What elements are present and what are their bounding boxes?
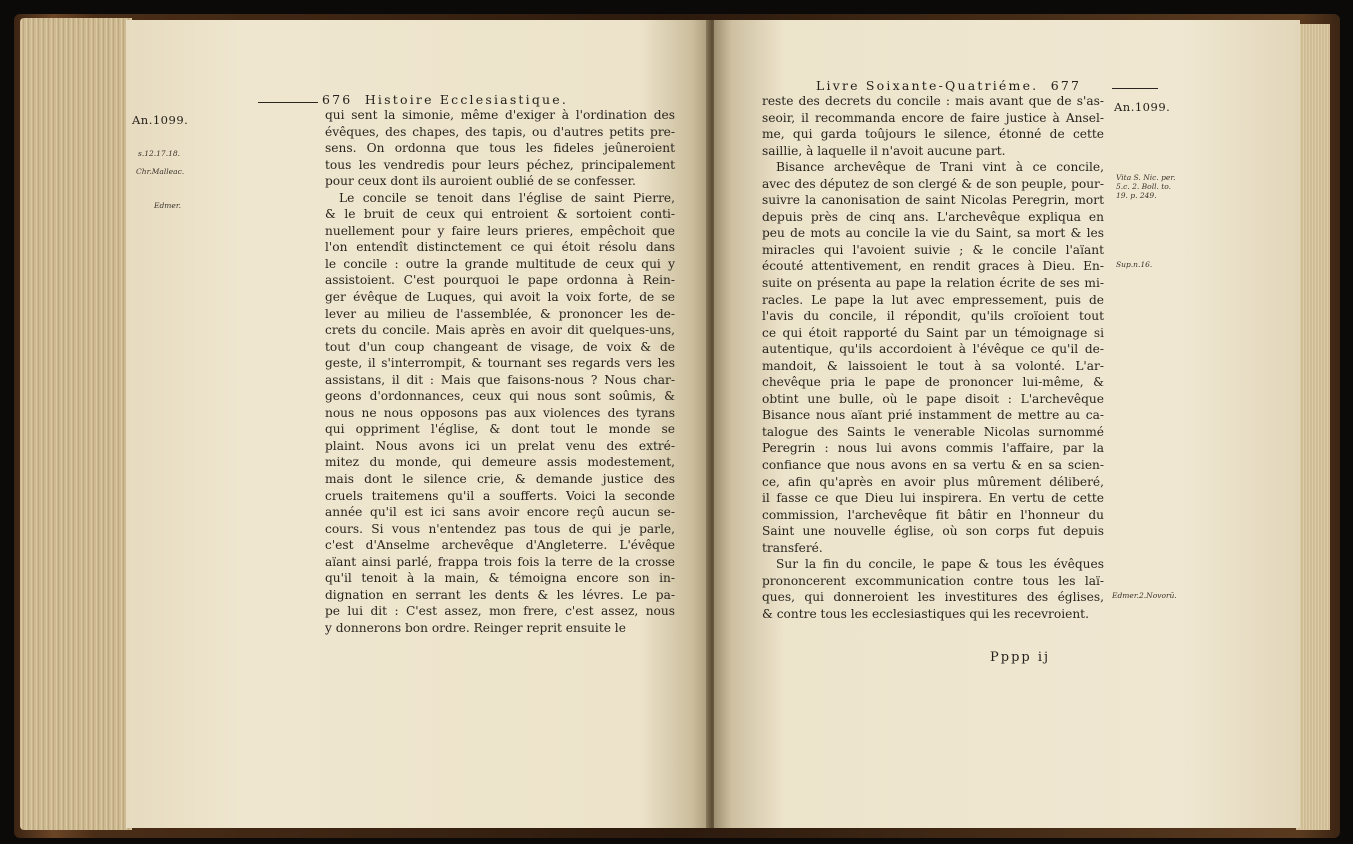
text-line: évêques, des chapes, des tapis, ou d'autres petits pre-	[325, 124, 675, 139]
text-line: peu de mots au concile la vie du Saint, sa mort & les	[762, 226, 1104, 241]
text-line: & le bruit de ceux qui entroient & sortoient conti-	[325, 207, 675, 222]
text-line: écouté attentivement, en rendit graces à Dieu. En-	[762, 259, 1104, 274]
text-line: talogue des Saints le venerable Nicolas surnommé	[762, 424, 1104, 439]
right-running-title: Livre Soixante-Quatriéme.	[816, 78, 1039, 93]
left-margin-note: Chr.Malleac.	[136, 167, 185, 176]
text-line: assistoient. C'est pourquoi le pape ordonna à Rein-	[325, 273, 675, 288]
text-line: mais dont le silence crie, & demande justice des	[325, 472, 675, 487]
text-line: plaint. Nous avons ici un prelat venu des extré-	[325, 438, 675, 453]
right-margin-year: An.1099.	[1114, 100, 1171, 114]
right-page-number: 677	[1050, 78, 1082, 93]
left-margin-note: Edmer.	[154, 201, 181, 210]
text-line: ce, afin qu'après en avoir plus mûrement déliberé,	[762, 474, 1104, 489]
text-line: & contre tous les ecclesiastiques qui les recevroient.	[762, 606, 1089, 621]
text-line: saillie, à laquelle il n'avoit aucune part.	[762, 143, 1006, 158]
signature-mark: Pppp ij	[990, 650, 1051, 665]
text-line: nuellement pour y faire leurs prieres, empêchoit que	[325, 223, 675, 238]
text-line: sens. On ordonna que tous les fideles jeûneroient	[325, 141, 675, 156]
right-body-text	[762, 93, 1104, 623]
text-line: y donnerons bon ordre. Reinger reprit ensuite le	[325, 620, 626, 635]
text-line: qu'il tenoit à la main, & témoigna encore son in-	[325, 571, 675, 586]
left-page-number: 676	[322, 92, 353, 107]
left-running-title: Histoire Ecclesiastique.	[364, 92, 569, 107]
text-line: Le concile se tenoit dans l'église de saint Pierre,	[339, 190, 675, 205]
left-page	[126, 20, 710, 828]
text-line: nous ne nous opposons pas aux violences des tyrans	[325, 405, 675, 420]
text-line: ce qui étoit rapporté du Saint par un témoignage si	[762, 325, 1104, 340]
page-edges-left	[20, 18, 132, 830]
text-line: prononcerent excommunication contre tous les laï-	[762, 573, 1104, 588]
text-line: seoir, il recommanda encore de faire justice à Ansel-	[762, 110, 1104, 125]
text-line: l'on entendît distinctement ce qui étoit résolu dans	[325, 240, 675, 255]
text-line: ques, qui donneroient les investitures des églises,	[762, 590, 1104, 605]
text-line: aïant ainsi parlé, frappa trois fois la terre de la crosse	[325, 554, 675, 569]
right-running-head	[816, 78, 1081, 93]
text-line: suite on présenta au pape la relation écrite de ses mi-	[762, 276, 1104, 291]
right-margin-note: Sup.n.16.	[1116, 260, 1153, 269]
text-line: depuis près de cinq ans. L'archevêque expliqua en	[762, 209, 1104, 224]
text-line: c'est d'Anselme archevêque d'Angleterre. L'évêque	[325, 538, 675, 553]
text-line: geons d'ordonnances, ceux qui nous sont soûmis, &	[325, 389, 675, 404]
text-line: qui sent la simonie, même d'exiger à l'ordination des	[325, 108, 675, 122]
text-line: transferé.	[762, 540, 823, 555]
text-line: Bisance archevêque de Trani vint à ce concile,	[776, 160, 1104, 175]
text-line: racles. Le pape la lut avec empressement, puis de	[762, 292, 1104, 307]
text-line: tous les vendredis pour leurs péchez, principalement	[325, 157, 675, 172]
text-line: Bisance nous aïant prié instamment de mettre au ca-	[762, 408, 1104, 423]
text-line: dignation en serrant les dents & les lévres. Le pa-	[325, 587, 675, 602]
left-margin-note: s.12.17.18.	[138, 149, 181, 158]
text-line: pe lui dit : C'est assez, mon frere, c'est assez, nous	[325, 604, 675, 619]
text-line: autentique, qu'ils accordoient à l'évêque ce qu'il de-	[762, 342, 1104, 357]
text-line: confiance que nous avons en sa vertu & en sa scien-	[762, 458, 1104, 473]
text-line: tout d'un coup changeant de visage, de voix & de	[325, 339, 675, 354]
text-line: qui oppriment l'église, & dont tout le monde se	[325, 422, 675, 437]
text-line: le concile : outre la grande multitude de ceux qui y	[325, 256, 675, 271]
text-line: commission, l'archevêque fit bâtir en l'honneur du	[762, 507, 1104, 522]
right-page	[714, 20, 1300, 828]
text-line: Saint une nouvelle église, où son corps fut depuis	[762, 524, 1104, 539]
header-rule-left	[258, 102, 318, 103]
text-line: ger évêque de Luques, qui avoit la voix forte, de se	[325, 290, 675, 305]
text-line: mandoit, & laissoient le tout à sa volonté. L'ar-	[762, 358, 1104, 373]
text-line: Sur la fin du concile, le pape & tous les évêques	[776, 557, 1104, 572]
left-margin-year: An.1099.	[132, 113, 189, 127]
text-line: cruels traitemens qu'il a soufferts. Voici la seconde	[325, 488, 675, 503]
text-line: l'avis du concile, il répondit, qu'ils croïoient tout	[762, 309, 1104, 324]
text-line: miracles qui l'avoient suivie ; & le concile l'aïant	[762, 242, 1104, 257]
right-margin-note: Vita S. Nic. per.	[1116, 173, 1176, 182]
text-line: lever au milieu de l'assemblée, & prononcer les de-	[325, 306, 675, 321]
right-margin-note: Edmer.2.Novorū.	[1112, 591, 1177, 600]
text-line: geste, il s'interrompit, & tournant ses regards vers les	[325, 356, 675, 371]
text-line: mitez du monde, qui demeure assis modestement,	[325, 455, 675, 470]
text-line: année qu'il est ici sans avoir encore reçû aucun se-	[325, 505, 675, 520]
text-line: chevêque pria le pape de prononcer lui-même, &	[762, 375, 1104, 390]
right-margin-note: 5.c. 2. Boll. to.	[1116, 182, 1172, 191]
text-line: suivre la canonisation de saint Nicolas Peregrin, mort	[762, 193, 1104, 208]
text-line: assistans, il dit : Mais que faisons-nous ? Nous char-	[325, 372, 675, 387]
text-line: Peregrin : nous lui avons commis l'affaire, par la	[762, 441, 1104, 456]
page-edges-right	[1296, 24, 1330, 830]
text-line: obtint une bulle, où le pape disoit : L'archevêque	[762, 391, 1104, 406]
left-running-head	[322, 92, 568, 107]
left-body-text	[325, 107, 675, 637]
text-line: me, qui garda toûjours le silence, étonné de cette	[762, 127, 1104, 142]
text-line: crets du concile. Mais après en avoir dit quelques-uns,	[325, 323, 675, 338]
text-line: il fasse ce que Dieu lui inspirera. En vertu de cette	[762, 491, 1104, 506]
text-line: pour ceux dont ils auroient oublié de se confesser.	[325, 174, 636, 189]
text-line: cours. Si vous n'entendez pas tous de qui je parle,	[325, 521, 675, 536]
header-rule-right	[1112, 88, 1158, 89]
text-line: reste des decrets du concile : mais avant que de s'as-	[762, 94, 1104, 108]
right-margin-note: 19. p. 249.	[1116, 191, 1157, 200]
text-line: avec des députez de son clergé & de son peuple, pour-	[762, 176, 1104, 191]
